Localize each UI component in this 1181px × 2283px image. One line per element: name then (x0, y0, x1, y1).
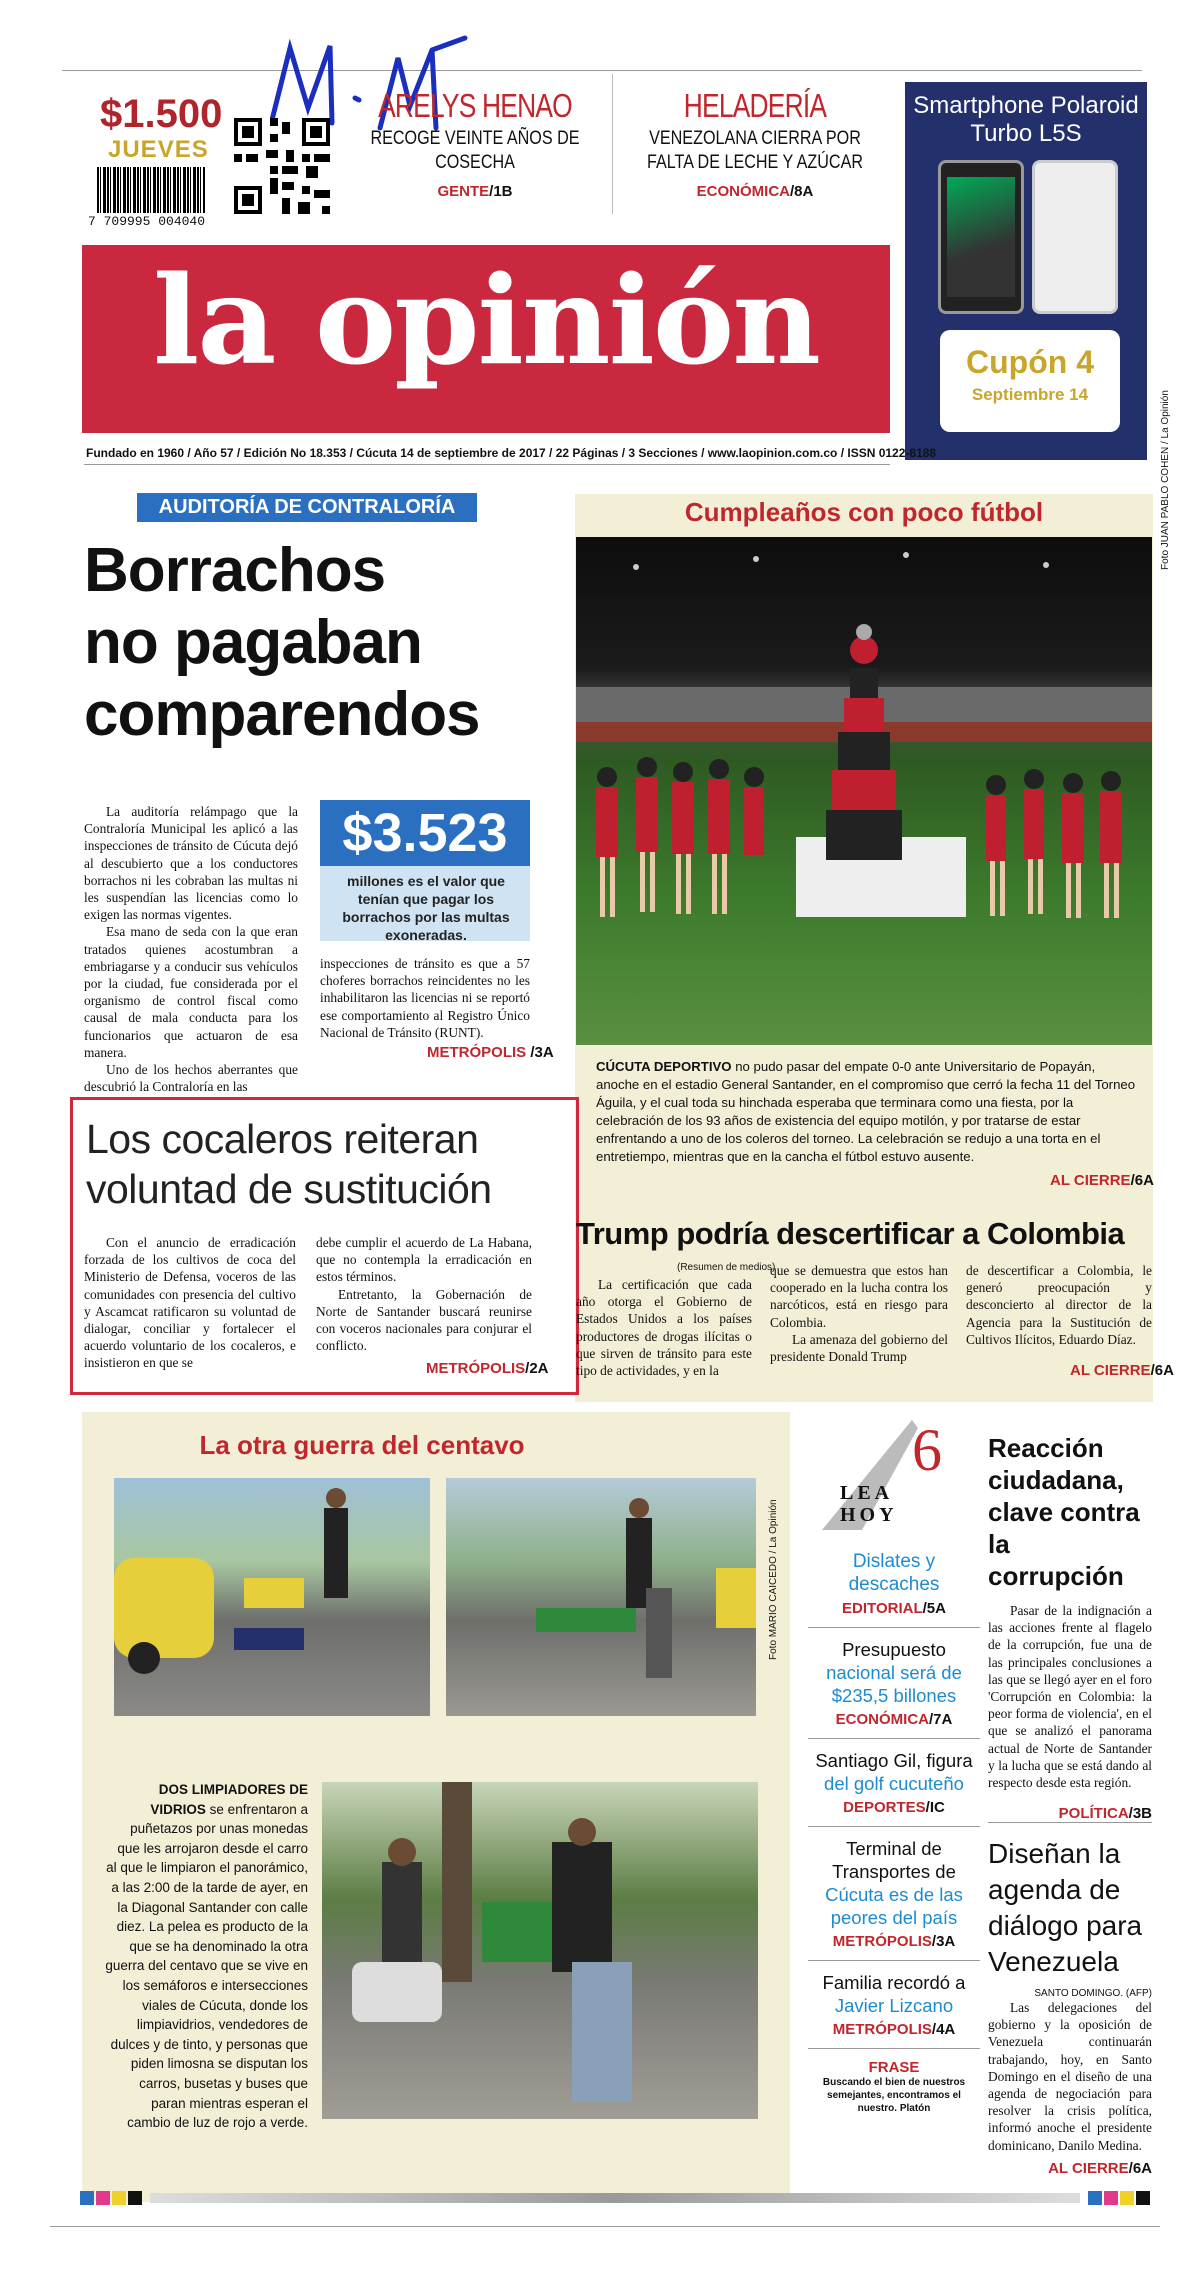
birthday-cake-image (816, 620, 912, 860)
bottom-rule (50, 2226, 1160, 2227)
ref-section: ECONÓMICA (835, 1711, 929, 1728)
photo-feature-title: Cumpleaños con poco fútbol (684, 497, 1044, 527)
barcode (97, 167, 205, 213)
print-color-bar-right (1088, 2191, 1152, 2210)
sidebar-divider (988, 1822, 1152, 1823)
ref-section: AL CIERRE (1070, 1362, 1151, 1379)
reaccion-body: Pasar de la indignación a las acciones frente al flagelo de la corrupción, fue una de las principales conclusiones a las que se llegó ayer en el foro 'Corrupción en Colombia: la peor forma de violencia', en el que se analizó el panorama actual de Norte de Santander y la lucha que se está dando al respecto desde esta región. (988, 1603, 1152, 1791)
ref-page: /6A (1150, 1362, 1174, 1379)
print-color-bar-left (80, 2191, 144, 2210)
teaser-subtitle: RECOGE VEINTE AÑOS DE COSECHA (370, 128, 580, 173)
lea-hoy-list (808, 1550, 980, 2115)
divider (808, 2048, 980, 2049)
coupon-date: Septiembre 14 (971, 385, 1089, 404)
ref-section: DEPORTES (843, 1799, 926, 1816)
street-photo-2[interactable] (446, 1478, 756, 1716)
centavo-photo-credit: Foto MARIO CAICEDO / La Opinión (768, 1499, 779, 1660)
teaser-page: /8A (790, 183, 814, 200)
lea-hoy-item[interactable] (808, 1638, 980, 1728)
item-subtitle: del golf cucuteño (824, 1773, 964, 1794)
top-rule (62, 70, 1142, 71)
print-gray-bar (150, 2193, 1080, 2203)
item-title: Familia recordó a (822, 1972, 966, 1993)
trump-headline[interactable]: Trump podría descertificar a Colombia (576, 1216, 1125, 1251)
divider (808, 1826, 980, 1827)
street-photo-1[interactable] (114, 1478, 430, 1716)
paragraph: Entretanto, la Gobernación de Norte de Santander buscará reunirse con voceros nacionales para conjurar el conflicto. (316, 1286, 532, 1354)
ref-page: /4A (931, 2021, 956, 2038)
lead-headline[interactable] (84, 535, 480, 751)
info-rule (84, 464, 890, 465)
ref-section: METRÓPOLIS (832, 1933, 932, 1950)
divider (808, 1627, 980, 1628)
teaser-title: HELADERÍA (683, 87, 827, 124)
caption-lead: DOS LIMPIADORES DE VIDRIOS (150, 1782, 308, 1817)
ref-section: AL CIERRE (1048, 2159, 1129, 2177)
price: $1.500 (100, 92, 223, 136)
item-title: Santiago Gil, figura (815, 1750, 973, 1771)
cocaleros-col2 (316, 1234, 532, 1354)
ref-page: /5A (922, 1600, 946, 1617)
cocaleros-page-ref[interactable] (426, 1360, 549, 1377)
headline-line: Borrachos (84, 536, 386, 605)
ref-section: EDITORIAL (842, 1600, 923, 1617)
item-title: Presupuesto (842, 1639, 946, 1660)
photo-credit: Foto JUAN PABLO COHEN / La Opinión (1160, 390, 1171, 570)
reaccion-story[interactable] (988, 1432, 1152, 1822)
teaser-section: GENTE (437, 183, 490, 200)
caption-text: se enfrentaron a puñetazos por unas monedas que les arrojaron desde el carro al que le limpiaron el panorámico, a las 2:00 de la tarde de ayer, en la Diagonal Santander con calle diez. La pelea es producto de la que se ha denominado la otra guerra del centavo que se vive en los semáforos e intersecciones viales de Cúcuta, donde los limpiavidrios, vendedores de dulces y de tinto, y personas que piden limosna se disputan los carros, busetas y buses que paran mientras esperan el cambio de luz de rojo a verde. (105, 1801, 308, 2131)
paragraph: La amenaza del gobierno del presidente Donald Trump (770, 1331, 948, 1365)
lead-page-ref[interactable] (427, 1044, 554, 1061)
item-title: Terminal de Transportes de (832, 1838, 956, 1882)
lea-hoy-label (840, 1482, 898, 1526)
item-subtitle: nacional será de $235,5 billones (826, 1662, 962, 1706)
fight-photo[interactable] (322, 1782, 758, 2119)
teaser-divider (612, 74, 613, 214)
divider (808, 1960, 980, 1961)
dateline: SANTO DOMINGO. (AFP) (1034, 1988, 1152, 1999)
lea-hoy-item[interactable] (808, 1971, 980, 2038)
quote-box (808, 2059, 980, 2115)
label-line: HOY (840, 1504, 898, 1526)
photo-page-ref[interactable] (1050, 1172, 1154, 1189)
trump-col2 (770, 1262, 948, 1365)
ad-title: Smartphone Polaroid Turbo L5S (913, 92, 1139, 147)
headline-line: no pagaban (84, 608, 422, 677)
centavo-caption (104, 1780, 308, 2133)
smartphone-back-image (1032, 160, 1118, 314)
summary-label: (Resumen de medios) (677, 1262, 776, 1273)
label-line: LEA (840, 1482, 894, 1504)
caption-lead: CÚCUTA DEPORTIVO (596, 1059, 732, 1074)
caption-text: no pudo pasar del empate 0-0 ante Universitario de Popayán, anoche en el estadio General Santander, en el compromiso que cerró la fecha 11 del Torneo Águila, y el cual toda su hinchada esperaba que terminara como una fiesta, por la celebración de los 93 años de existencia del equipo motilón, y por tratarse de estar enfrentando a uno de los coleros del torneo. La celebración se redujo a una torta en el entretiempo, mientras que en la cancha el fútbol estuvo ausente. (596, 1059, 1136, 1164)
ref-page: /3A (931, 1933, 956, 1950)
coupon-badge (940, 330, 1120, 432)
paragraph: Con el anuncio de erradicación forzada de los cultivos de coca del Ministerio de Defensa, voceros de las comunidades con presencia del cultivo y Ascamcat ratificaron su voluntad de dialogar, conciliar y fortalecer el acuerdo voluntario de los cocaleros, e insistieron en que se (84, 1235, 296, 1371)
reaccion-headline: Reacción ciudadana, clave contra la corrupción (988, 1433, 1140, 1591)
trump-col1 (576, 1276, 752, 1379)
ref-page: /3A (530, 1044, 554, 1061)
ref-section: METRÓPOLIS (832, 2021, 932, 2038)
quote-text: Buscando el bien de nuestros semejantes, encontramos el nuestro. Platón (822, 2077, 966, 2114)
lead-continuation: inspecciones de tránsito es que a 57 choferes borrachos reincidentes no les inhabilitaron las licencias ni se reportó ese comportamiento al Registro Único Nacional de Tránsito (RUNT). (320, 956, 530, 1040)
teaser-page: /1B (489, 183, 513, 200)
lea-hoy-item[interactable] (808, 1749, 980, 1816)
headline-line: voluntad de sustitución (86, 1166, 492, 1212)
ref-page: /2A (525, 1360, 549, 1377)
weekday: JUEVES (108, 136, 209, 163)
ref-page: /6A (1130, 1172, 1154, 1189)
stat-value: $3.523 (320, 800, 530, 866)
lead-kicker: AUDITORÍA DE CONTRALORÍA (137, 493, 477, 522)
paragraph: La certificación que cada año otorga el Gobierno de Estados Unidos a los países productores de drogas ilícitas o que sirven de tránsito para este tipo de actividades, y en la (576, 1277, 752, 1379)
venezuela-body: Las delegaciones del gobierno y la oposición de Venezuela continuarán trabajando, hoy, en Santo Domingo en el diseño de una agenda de negociación para resolver la crisis política, informó anoche el presidente dominicano, Danilo Medina. (988, 2000, 1152, 2153)
quote-label: FRASE (868, 2059, 920, 2076)
paragraph: debe cumplir el acuerdo de La Habana, que no contempla la erradicación en estos términos. (316, 1235, 532, 1285)
qr-code-icon[interactable] (234, 118, 330, 214)
ref-section: METRÓPOLIS (426, 1360, 526, 1377)
divider (808, 1738, 980, 1739)
ref-page: /6A (1128, 2159, 1152, 2177)
trump-page-ref[interactable] (1070, 1362, 1174, 1379)
paragraph: que se demuestra que estos han cooperado en la lucha contra los narcóticos, está en riesgo para Colombia. (770, 1263, 948, 1330)
edition-info: Fundado en 1960 / Año 57 / Edición No 18.353 / Cúcuta 14 de septiembre de 2017 / 22 Páginas / 3 Secciones / www.laopinion.com.co / ISSN 0122-8188 (86, 446, 937, 460)
lea-hoy-item[interactable] (808, 1550, 980, 1617)
venezuela-story[interactable] (988, 1836, 1152, 2177)
logo: la opinión (152, 248, 819, 392)
teaser-economica[interactable] (620, 88, 890, 200)
item-title: Dislates y descaches (848, 1551, 940, 1595)
lead-paragraph: La auditoría relámpago que la Contraloría Municipal les aplicó a las inspecciones de tránsito de Cúcuta dejó al descubierto que a los conductores borrachos ni les cobraban las multas ni les suspendían las licencias como lo exigen las normas vigentes. (84, 804, 298, 923)
teaser-title: ARELYS HENAO (378, 87, 572, 124)
cocaleros-col1 (84, 1234, 296, 1372)
ref-page: /7A (929, 1711, 953, 1728)
photo-caption (596, 1058, 1136, 1166)
barcode-number: 7 709995 004040 (88, 214, 206, 229)
centavo-title: La otra guerra del centavo (199, 1430, 525, 1460)
lea-hoy-item[interactable] (808, 1837, 980, 1950)
teaser-section: ECONÓMICA (696, 183, 790, 200)
ref-page: /3B (1128, 1805, 1152, 1823)
item-subtitle: Cúcuta es de las peores del país (825, 1884, 963, 1928)
ref-section: AL CIERRE (1050, 1172, 1131, 1189)
paragraph: de descertificar a Colombia, le generó preocupación y desconcierto al director de la Agencia para la Sustitución de Cultivos Ilícitos, Eduardo Díaz. (966, 1263, 1152, 1347)
lead-paragraph: Uno de los hechos aberrantes que descubrió la Contraloría en las (84, 1062, 298, 1095)
svg-text:6: 6 (912, 1420, 942, 1483)
headline-line: comparendos (84, 680, 480, 749)
teaser-gente[interactable] (350, 88, 600, 200)
ref-page: /IC (925, 1799, 945, 1816)
headline-line: Los cocaleros reiteran (86, 1116, 479, 1162)
trump-col3 (966, 1262, 1152, 1348)
lead-body (84, 803, 298, 1095)
ref-section: POLÍTICA (1058, 1805, 1129, 1823)
venezuela-headline: Diseñan la agenda de diálogo para Venezuela (988, 1838, 1143, 1977)
coupon-title: Cupón 4 (966, 344, 1094, 380)
lead-paragraph: Esa mano de seda con la que eran tratados quienes acostumbran a embriagarse y a conducir sus vehículos por la ciudad, fue considerada por el organismo de control fiscal como causal de mala conducta para los funcionarios que actuaron de esa manera. (84, 924, 298, 1060)
cocaleros-headline (86, 1114, 492, 1214)
ref-section: METRÓPOLIS (427, 1044, 527, 1061)
stat-caption: millones es el valor que tenían que pagar los borrachos por las multas exoneradas. (342, 873, 510, 943)
item-subtitle: Javier Lizcano (834, 1995, 954, 2016)
smartphone-front-image (938, 160, 1024, 314)
teaser-subtitle: VENEZOLANA CIERRA POR FALTA DE LECHE Y AZÚCAR (646, 128, 864, 173)
